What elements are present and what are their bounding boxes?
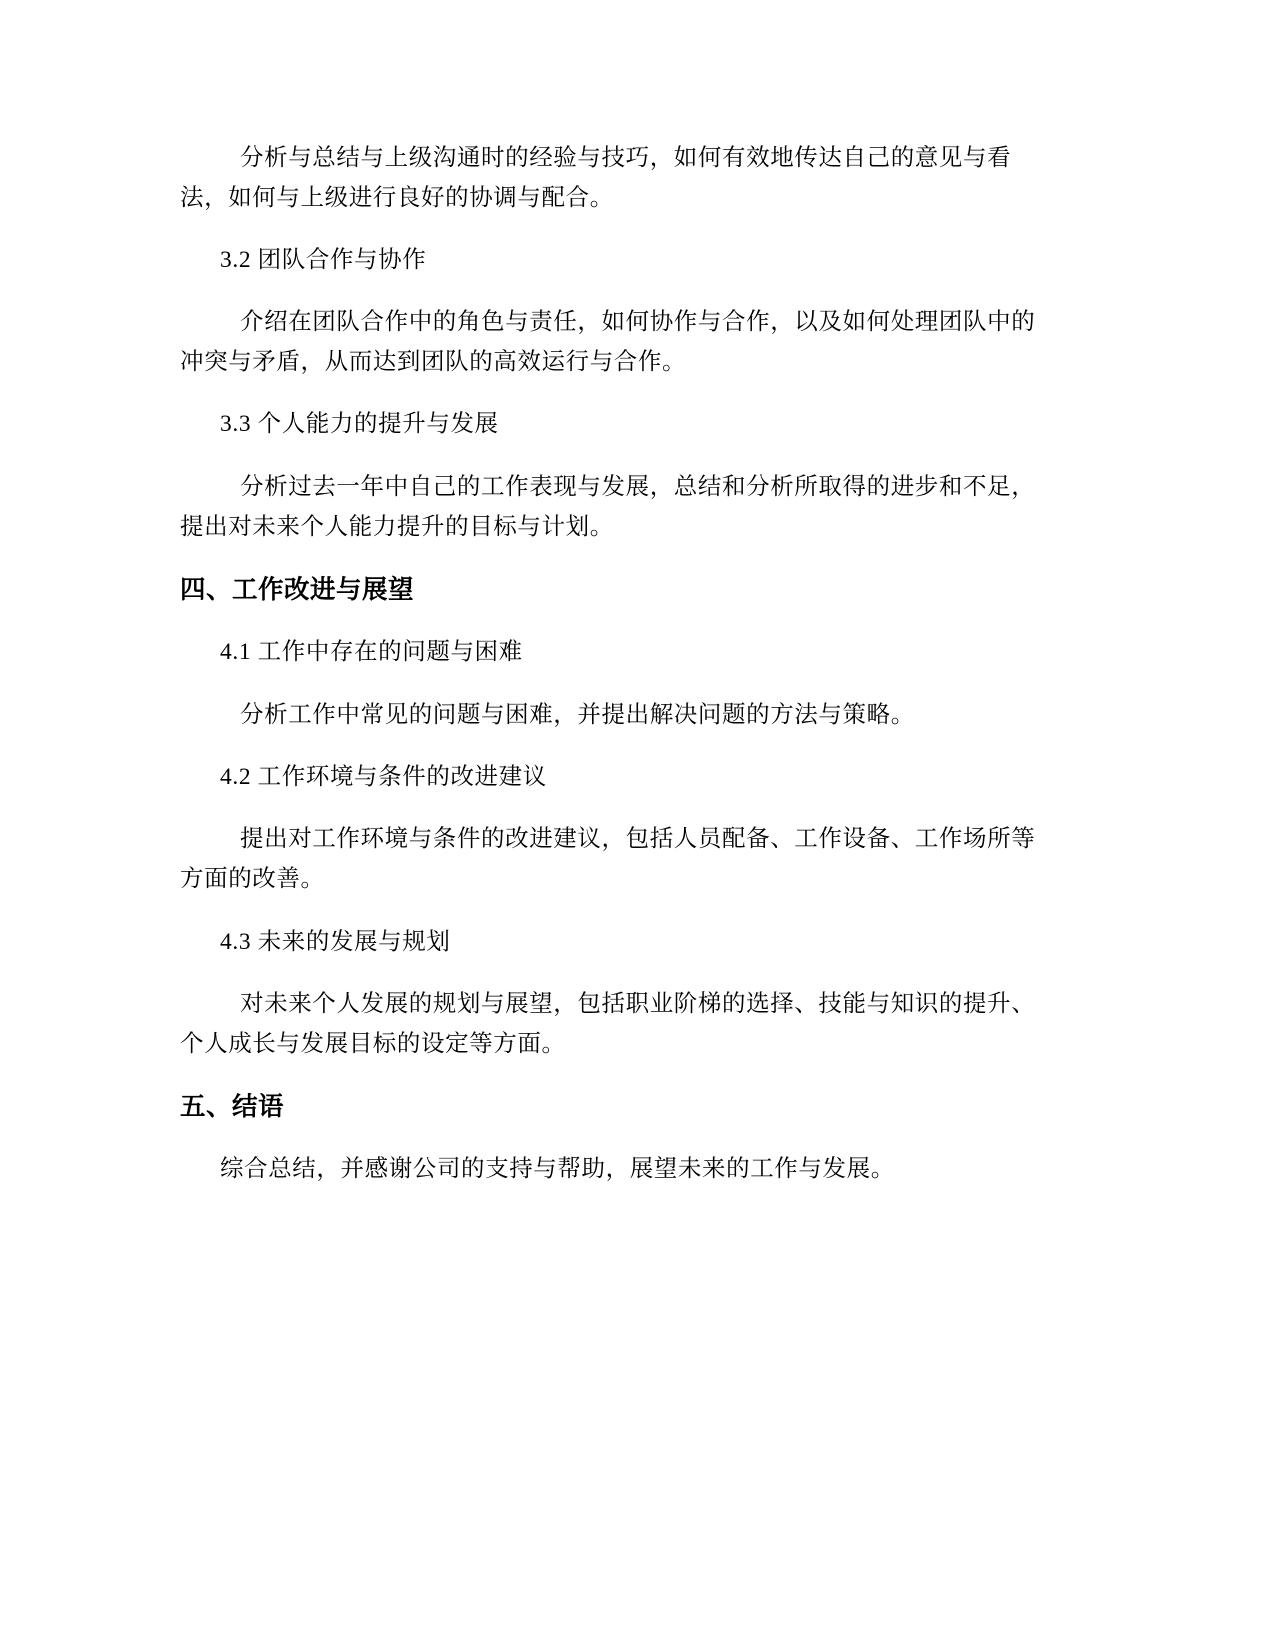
paragraph-line: 个人成长与发展目标的设定等方面。 — [180, 1031, 566, 1057]
paragraph-problems — [180, 695, 915, 735]
subheading-4-3: 4.3 未来的发展与规划 — [220, 929, 451, 955]
section-heading-5: 五、结语 — [180, 1092, 285, 1122]
paragraph-line: 分析过去一年中自己的工作表现与发展，总结和分析所取得的进步和不足， — [240, 474, 1036, 500]
subheading-4-1: 4.1 工作中存在的问题与困难 — [220, 639, 523, 665]
paragraph-line: 分析与总结与上级沟通时的经验与技巧，如何有效地传达自己的意见与看 — [240, 145, 1012, 171]
paragraph-teamwork — [180, 302, 1035, 382]
paragraph-environment — [180, 819, 1035, 899]
subheading-3-2: 3.2 团队合作与协作 — [220, 247, 427, 273]
section-heading-4: 四、工作改进与展望 — [180, 575, 415, 605]
paragraph-line: 提出对未来个人能力提升的目标与计划。 — [180, 514, 614, 540]
paragraph-future-planning — [180, 984, 1035, 1064]
paragraph-line: 方面的改善。 — [180, 866, 325, 892]
paragraph-line: 提出对工作环境与条件的改进建议，包括人员配备、工作设备、工作场所等 — [240, 826, 1036, 852]
paragraph-line: 介绍在团队合作中的角色与责任，如何协作与合作，以及如何处理团队中的 — [240, 309, 1036, 335]
paragraph-conclusion — [180, 1149, 895, 1189]
paragraph-personal-ability — [180, 467, 1035, 547]
subheading-3-3: 3.3 个人能力的提升与发展 — [220, 411, 499, 437]
subheading-4-2: 4.2 工作环境与条件的改进建议 — [220, 764, 547, 790]
paragraph-line: 对未来个人发展的规划与展望，包括职业阶梯的选择、技能与知识的提升、 — [240, 991, 1036, 1017]
paragraph-line: 冲突与矛盾，从而达到团队的高效运行与合作。 — [180, 349, 687, 375]
paragraph-line: 分析工作中常见的问题与困难，并提出解决问题的方法与策略。 — [240, 702, 915, 728]
paragraph-line: 法，如何与上级进行良好的协调与配合。 — [180, 185, 614, 211]
paragraph-line: 综合总结，并感谢公司的支持与帮助，展望未来的工作与发展。 — [220, 1156, 895, 1182]
paragraph-communication — [180, 138, 1011, 218]
